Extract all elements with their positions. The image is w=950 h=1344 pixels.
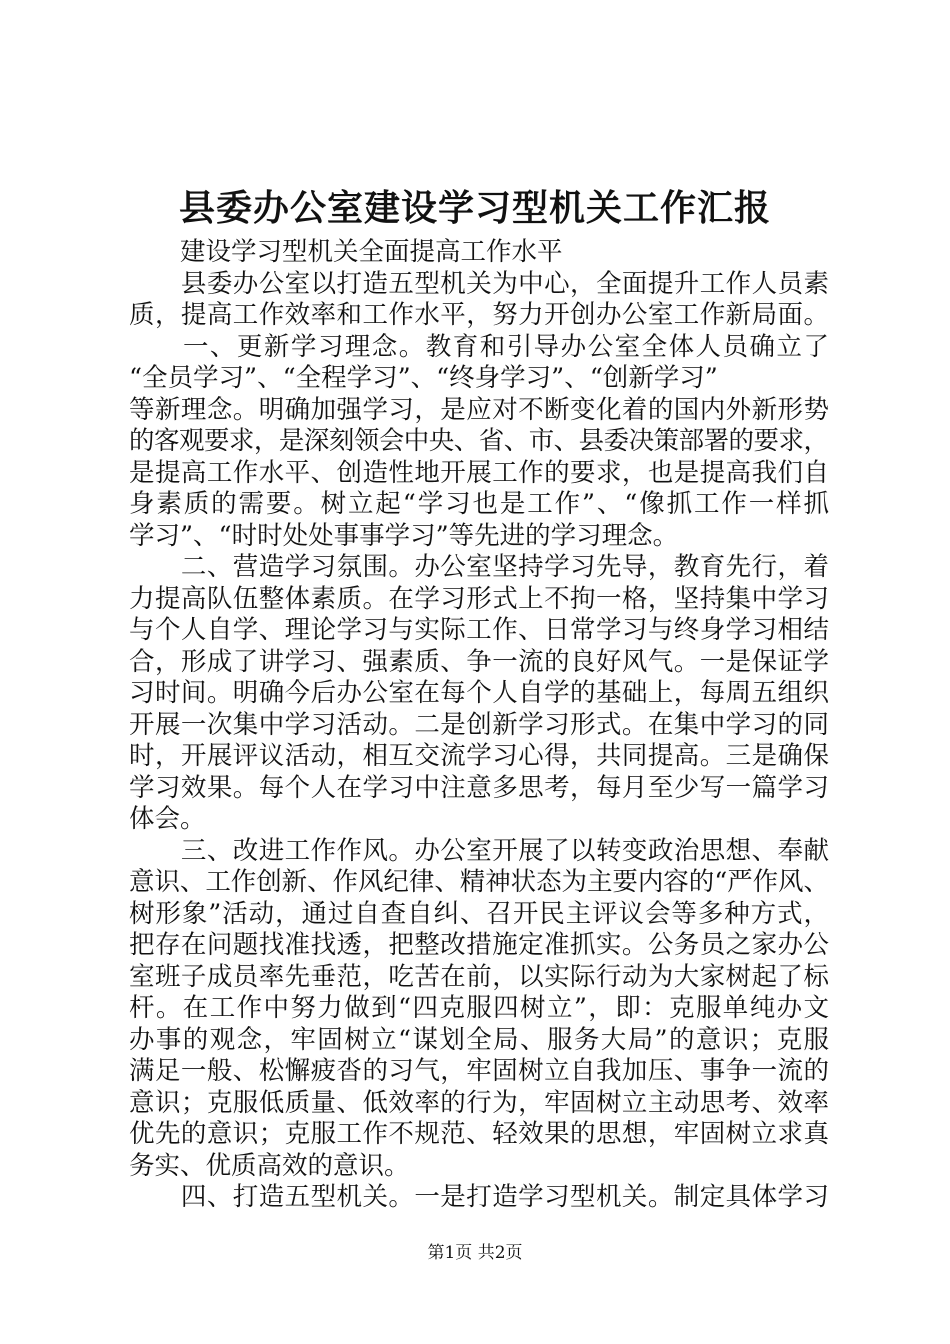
text-line: 二、营造学习氛围。办公室坚持学习先导，教育先行，着 bbox=[129, 552, 830, 582]
text-line: 意识、工作创新、作风纪律、精神状态为主要内容的“严作风、 bbox=[129, 867, 829, 897]
text-line: 办事的观念，牢固树立“谋划全局、服务大局”的意识；克服 bbox=[129, 1024, 831, 1055]
document-body bbox=[129, 237, 829, 1214]
text-line: 开展一次集中学习活动。二是创新学习形式。在集中学习的同 bbox=[129, 709, 830, 740]
text-line: 合，形成了讲学习、强素质、争一流的良好风气。一是保证学 bbox=[129, 646, 830, 677]
text-line: 四、打造五型机关。一是打造学习型机关。制定具体学习 bbox=[129, 1182, 830, 1212]
text-line: 三、改进工作作风。办公室开展了以转变政治思想、奉献 bbox=[129, 835, 830, 866]
text-line: 的客观要求，是深刻领会中央、省、市、县委决策部署的要求， bbox=[129, 426, 829, 456]
page-footer: 第1页 共2页 bbox=[427, 1243, 523, 1263]
text-line: 力提高队伍整体素质。在学习形式上不拘一格，坚持集中学习 bbox=[129, 583, 830, 614]
text-line: 时，开展评议活动，相互交流学习心得，共同提高。三是确保 bbox=[129, 741, 830, 771]
text-line: 杆。在工作中努力做到“四克服四树立”，即：克服单纯办文 bbox=[129, 993, 831, 1023]
text-line: 建设学习型机关全面提高工作水平 bbox=[129, 237, 563, 267]
text-line: 意识；克服低质量、低效率的行为，牢固树立主动思考、效率 bbox=[129, 1087, 830, 1118]
text-line: 县委办公室以打造五型机关为中心，全面提升工作人员素 bbox=[129, 268, 830, 299]
text-line: 身素质的需要。树立起“学习也是工作”、“像抓工作一样抓 bbox=[129, 489, 831, 519]
page-title: 县委办公室建设学习型机关工作汇报 bbox=[178, 187, 771, 229]
text-line: 与个人自学、理论学习与实际工作、日常学习与终身学习相结 bbox=[129, 615, 830, 645]
text-line: 优先的意识；克服工作不规范、轻效果的思想，牢固树立求真 bbox=[129, 1119, 830, 1149]
text-line: 是提高工作水平、创造性地开展工作的要求，也是提高我们自 bbox=[129, 457, 830, 488]
text-line: 质，提高工作效率和工作水平，努力开创办公室工作新局面。 bbox=[129, 300, 830, 330]
text-line: 习时间。明确今后办公室在每个人自学的基础上，每周五组织 bbox=[129, 678, 830, 708]
text-line: 学习”、“时时处处事事学习”等先进的学习理念。 bbox=[129, 520, 679, 551]
text-line: “全员学习”、“全程学习”、“终身学习”、“创新学习” bbox=[129, 363, 718, 393]
text-line: 把存在问题找准找透，把整改措施定准抓实。公务员之家办公 bbox=[129, 930, 830, 960]
text-line: 满足一般、松懈疲沓的习气，牢固树立自我加压、事争一流的 bbox=[129, 1056, 830, 1086]
text-line: 务实、优质高效的意识。 bbox=[129, 1150, 410, 1181]
text-line: 室班子成员率先垂范，吃苦在前，以实际行动为大家树起了标 bbox=[129, 961, 830, 992]
text-line: 体会。 bbox=[129, 804, 206, 834]
text-line: 树形象”活动，通过自查自纠、召开民主评议会等多种方式， bbox=[129, 898, 830, 929]
text-line: 等新理念。明确加强学习，是应对不断变化着的国内外新形势 bbox=[129, 394, 830, 425]
text-line: 一、更新学习理念。教育和引导办公室全体人员确立了 bbox=[129, 331, 831, 362]
text-line: 学习效果。每个人在学习中注意多思考，每月至少写一篇学习 bbox=[129, 772, 830, 803]
